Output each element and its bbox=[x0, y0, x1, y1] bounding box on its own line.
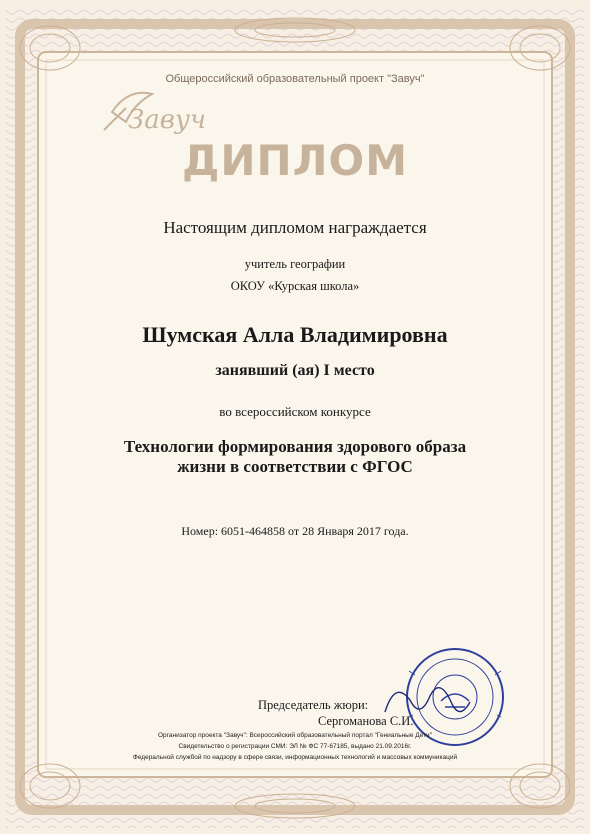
contest-type: во всероссийском конкурсе bbox=[219, 404, 371, 419]
contest-topic-line2: жизни в соответствии с ФГОС bbox=[177, 457, 413, 476]
award-place: занявший (ая) I место bbox=[215, 362, 375, 379]
contest-topic bbox=[0, 437, 590, 477]
jury-role: Председатель жюри: bbox=[258, 698, 369, 712]
recipient-position: учитель географии bbox=[244, 257, 346, 271]
recipient-organization: ОКОУ «Курская школа» bbox=[230, 279, 360, 293]
footer-registration: Свидетельство о регистрации СМИ: ЭЛ № ФС 77-67185, выдано 21.09.2016г. bbox=[178, 743, 412, 750]
contest-topic-line1: Технологии формирования здорового образа bbox=[123, 437, 467, 456]
jury-name: Сергоманова С.И. bbox=[318, 714, 414, 728]
project-line: Общероссийский образовательный проект "Завуч" bbox=[165, 73, 425, 85]
logo: Завуч bbox=[128, 105, 207, 135]
footer-authority: Федеральной службой по надзору в сфере связи, информационных технологий и массовых коммуникаций bbox=[132, 754, 458, 761]
diploma-number: Номер: 6051-464858 от 28 Января 2017 года. bbox=[181, 524, 409, 538]
recipient-name: Шумская Алла Владимировна bbox=[142, 322, 448, 347]
diploma-title: ДИПЛОМ bbox=[181, 136, 409, 185]
award-lead-text: Настоящим дипломом награждается bbox=[163, 218, 427, 237]
footer-organizer: Организатор проекта "Завуч": Всероссийский образовательный портал "Гениальные Дети" bbox=[158, 732, 432, 739]
